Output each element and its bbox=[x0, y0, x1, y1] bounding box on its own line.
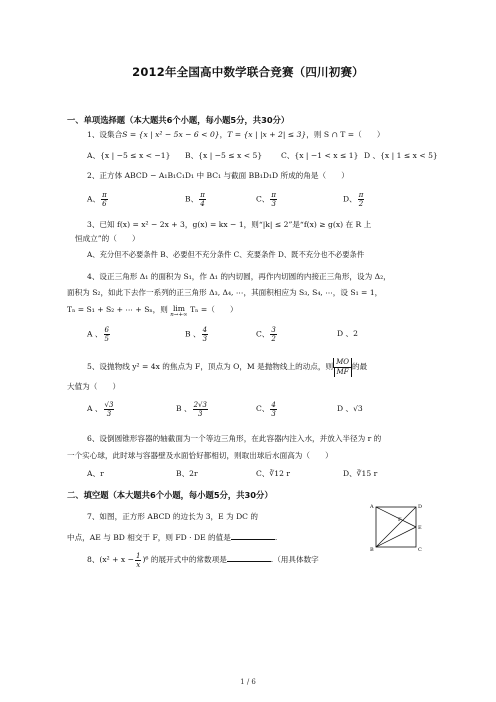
denominator: 3 bbox=[271, 409, 276, 418]
numerator: 3 bbox=[271, 326, 276, 334]
question-1-option-b: B、{x | −5 ≤ x < 5} bbox=[185, 151, 263, 160]
set-s: S = {x | x² − 5x − 6 < 0} bbox=[122, 130, 220, 139]
question-4-line1: 4、设正三角形 Δ₁ 的面积为 S₁，作 Δ₁ 的内切圆，再作内切圆的内接正三角形，设为 Δ₂， bbox=[87, 272, 391, 281]
label-d: D bbox=[418, 504, 423, 510]
question-5-line1 bbox=[87, 357, 367, 377]
denominator: 3 bbox=[202, 335, 208, 343]
question-2-option-b bbox=[185, 191, 207, 208]
section-heading-multiple-choice: 一、单项选择题（本大题共6个小题，每小题5分，共30分） bbox=[67, 115, 290, 125]
question-8-lead: 8、(x² + x − bbox=[87, 555, 134, 564]
question-5-option-b bbox=[176, 400, 209, 418]
label-e: E bbox=[418, 525, 422, 531]
option-label: C、 bbox=[256, 194, 270, 204]
denominator: 5 bbox=[104, 335, 109, 343]
question-1-option-c: C、{x | −1 < x ≤ 1} bbox=[281, 151, 359, 160]
fraction bbox=[135, 552, 141, 569]
question-2-option-d bbox=[343, 191, 365, 208]
fraction bbox=[270, 326, 276, 343]
question-3-stem-line1: 3、已知 f(x) = x² − 2x + 3，g(x) = kx − 1，则“|k| ≤ 2”是“f(x) ≥ g(x) 在 R 上 bbox=[87, 220, 372, 229]
question-7-lead: 中点，AE 与 BD 相交于 F，则 FD · DE 的值是 bbox=[67, 533, 231, 542]
question-4-line3 bbox=[67, 305, 238, 319]
question-5-option-d: D 、√3 bbox=[337, 404, 363, 413]
fraction bbox=[270, 191, 277, 208]
fraction bbox=[270, 401, 276, 418]
numerator: π bbox=[200, 191, 205, 199]
limit-tail: Tₙ =（ ） bbox=[190, 305, 238, 314]
question-8-line1 bbox=[87, 551, 319, 569]
label-c: C bbox=[418, 547, 422, 552]
diagonal-bd bbox=[376, 507, 416, 547]
question-3-options: A、充分但不必要条件 B、必要但不充分条件 C、充要条件 D、既不充分也不必要条件 bbox=[87, 250, 365, 259]
question-6-option-c: C、∛12 r bbox=[256, 469, 290, 478]
question-2-option-a bbox=[87, 191, 109, 208]
fraction bbox=[193, 401, 208, 418]
denominator: 3 bbox=[271, 200, 276, 208]
option-label: D、 bbox=[343, 194, 357, 204]
question-3-stem-line2: 恒成立”的（ ） bbox=[75, 234, 140, 243]
question-6-line1: 6、设倒圆锥形容器的轴截面为一个等边三角形，在此容器内注入水，并放入半径为 r 的 bbox=[87, 434, 382, 443]
answer-blank[interactable] bbox=[227, 553, 271, 562]
question-2-option-c bbox=[256, 191, 278, 208]
option-label: B 、 bbox=[185, 329, 201, 339]
ratio-numerator: MO bbox=[333, 358, 352, 368]
set-t: T = {x | |x + 2| ≤ 3} bbox=[227, 130, 307, 139]
denominator: 2 bbox=[271, 335, 276, 343]
ratio-mo-mf bbox=[333, 358, 352, 377]
label-a: A bbox=[370, 504, 374, 510]
question-6-option-a: A、r bbox=[87, 469, 104, 478]
denominator: 2 bbox=[358, 200, 364, 208]
question-8-middle: )⁶ 的展开式中的常数项是 bbox=[142, 555, 227, 564]
numerator: √3 bbox=[104, 400, 114, 409]
series-definition: Tₙ = S₁ + S₂ + ⋯ + Sₙ，则 bbox=[67, 305, 168, 314]
label-b: B bbox=[370, 547, 374, 552]
numerator: 2√3 bbox=[193, 400, 207, 409]
denominator: 6 bbox=[102, 200, 107, 208]
denominator: 3 bbox=[198, 409, 203, 418]
fraction bbox=[358, 191, 365, 208]
numerator: 6 bbox=[104, 326, 109, 334]
segment-be bbox=[376, 527, 416, 547]
option-label: A、 bbox=[87, 194, 101, 204]
question-7-line1: 7、如图，正方形 ABCD 的边长为 3，E 为 DC 的 bbox=[87, 512, 259, 521]
question-1-stem bbox=[87, 130, 384, 140]
question-4-option-a bbox=[87, 326, 111, 343]
denominator: 3 bbox=[106, 409, 112, 418]
question-5-option-c bbox=[256, 400, 278, 418]
option-label: C、 bbox=[256, 329, 270, 339]
question-1-option-d: D 、{x | 1 ≤ x < 5} bbox=[364, 151, 438, 160]
question-4-option-d: D 、2 bbox=[337, 329, 358, 338]
label-f: F bbox=[398, 517, 402, 523]
numerator: π bbox=[271, 191, 277, 199]
question-4-option-b bbox=[185, 326, 209, 343]
question-2-stem: 2、正方体 ABCD − A₁B₁C₁D₁ 中 BC₁ 与截面 BB₁D₁D 所成的角是（ ） bbox=[87, 171, 349, 180]
question-1-lead: 1、设集合 bbox=[87, 130, 123, 139]
question-1-tail: ，则 S ∩ T =（ ） bbox=[306, 130, 385, 139]
denominator: x bbox=[136, 560, 141, 569]
option-label: A 、 bbox=[87, 404, 103, 413]
section-heading-fill-in: 二、填空题（本大题共6个小题，每小题5分，共30分） bbox=[67, 490, 273, 500]
fraction bbox=[199, 191, 206, 208]
option-label: B 、 bbox=[176, 404, 192, 413]
fraction bbox=[101, 191, 108, 208]
question-1-separator: ， bbox=[219, 130, 228, 139]
option-label: C、 bbox=[256, 404, 270, 413]
question-6-line2: 一个实心球，此时球与容器壁及水面恰好都相切，则取出球后水面高为（ ） bbox=[67, 451, 333, 460]
numerator: 4 bbox=[271, 400, 276, 409]
option-label: A 、 bbox=[87, 329, 103, 339]
question-5-option-a bbox=[87, 400, 115, 418]
answer-blank[interactable] bbox=[231, 531, 278, 542]
page-title: 2012年全国高中数学联合竞赛（四川初赛） bbox=[132, 65, 364, 79]
numerator: 4 bbox=[202, 326, 208, 334]
denominator: 4 bbox=[200, 200, 205, 208]
question-7-tail: . bbox=[274, 533, 278, 542]
lim-text: lim bbox=[172, 304, 185, 313]
ratio-denominator: MF bbox=[334, 368, 352, 377]
square-figure bbox=[368, 502, 432, 552]
question-1-option-a: A、{x | −5 ≤ x < −1} bbox=[87, 151, 171, 160]
question-4-option-c bbox=[256, 326, 278, 343]
question-5-lead: 5、设抛物线 y² = 4x 的焦点为 F，顶点为 O，M 是抛物线上的动点，则 bbox=[87, 362, 334, 371]
lim-subscript: n→+∞ bbox=[170, 312, 188, 318]
question-5-tail: 的最 bbox=[351, 362, 368, 371]
question-5-line2: 大值为（ ） bbox=[67, 382, 121, 391]
numerator: π bbox=[102, 191, 107, 199]
fraction bbox=[104, 401, 115, 418]
question-4-line2: 面积为 S₂，如此下去作一系列的正三角形 Δ₃, Δ₄, ⋯，其面积相应为 S₃, S₄, ⋯，设 S₁ = 1， bbox=[67, 288, 383, 297]
numerator: 1 bbox=[135, 551, 141, 560]
question-6-option-d: D、∛15 r bbox=[343, 469, 378, 478]
segment-ae bbox=[376, 507, 416, 527]
question-7-line2 bbox=[67, 531, 277, 543]
numerator: π bbox=[358, 191, 364, 199]
fraction bbox=[202, 326, 208, 343]
page-number: 1 / 6 bbox=[240, 678, 256, 686]
question-8-tail: .（用具体数字 bbox=[270, 555, 319, 564]
option-label: B、 bbox=[185, 194, 199, 204]
limit-operator bbox=[170, 305, 187, 319]
question-6-option-b: B、2r bbox=[176, 469, 198, 478]
fraction bbox=[104, 326, 110, 343]
